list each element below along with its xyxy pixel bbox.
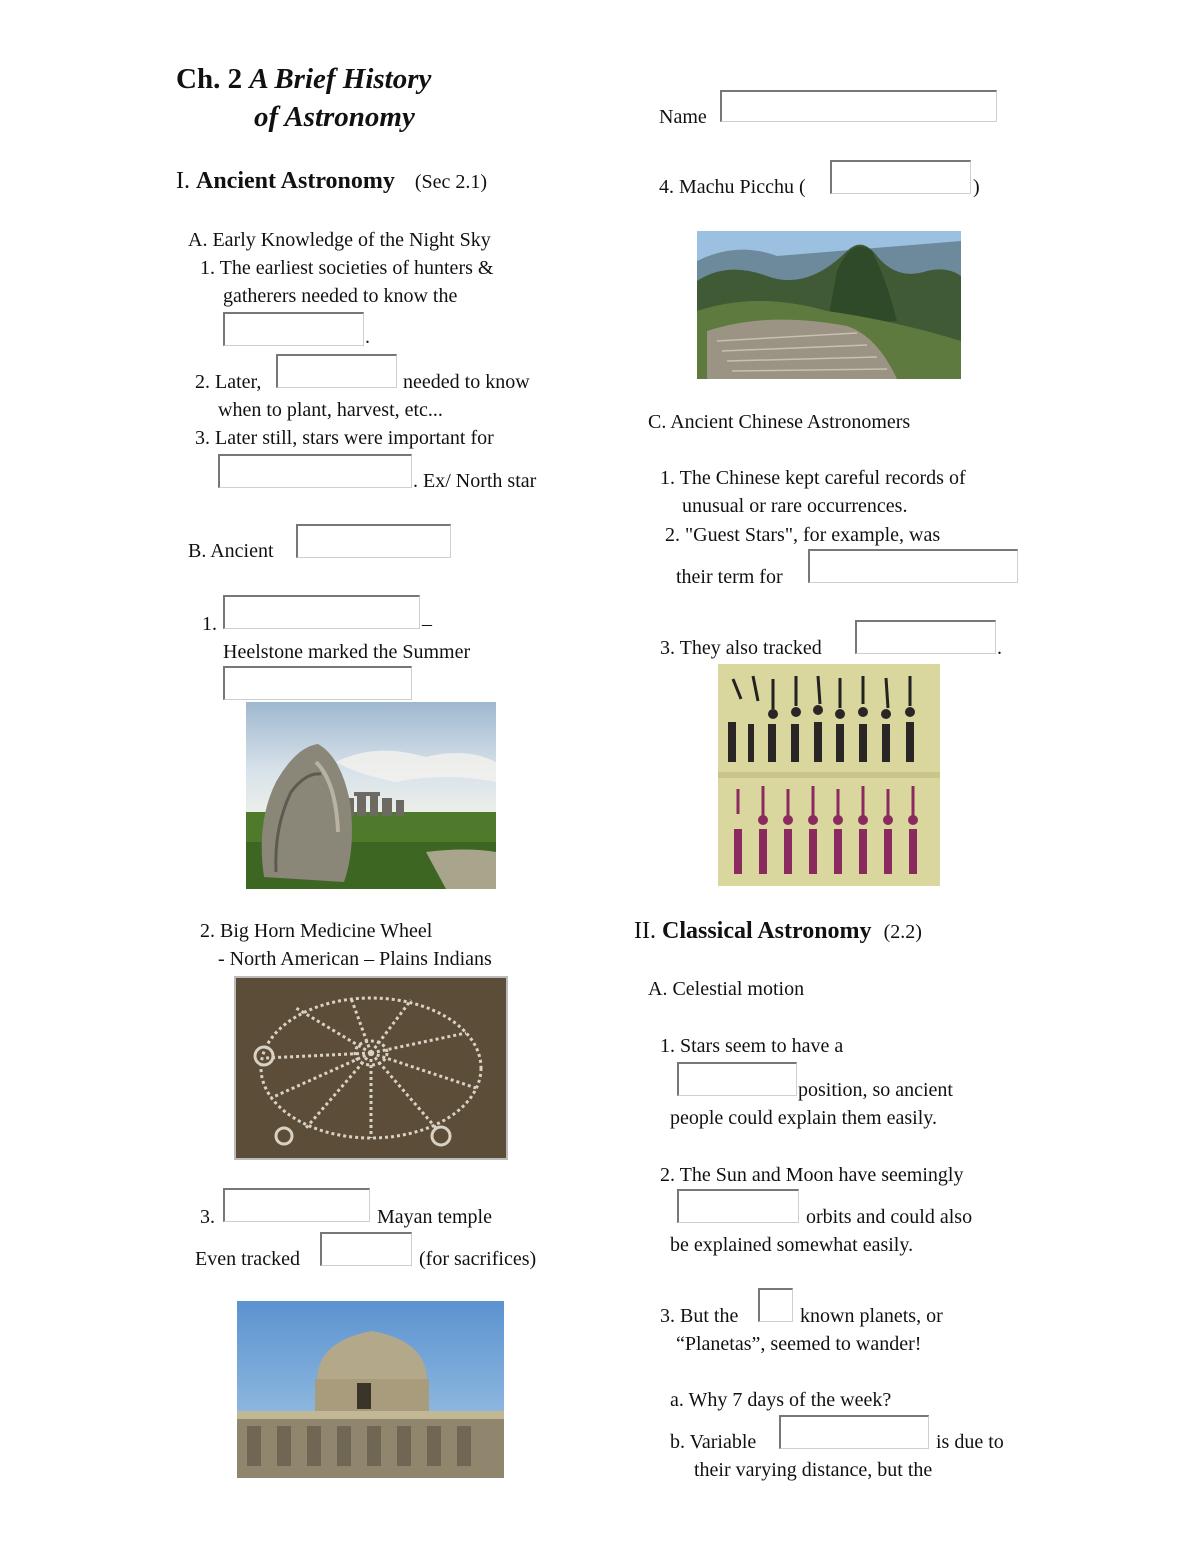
- section2-numeral: II.: [634, 918, 656, 944]
- s2A-item2-line3: be explained somewhat easily.: [670, 1234, 914, 1256]
- s1A-item3-line1: 3. Later still, stars were important for: [195, 427, 494, 449]
- s2A-item3a: a. Why 7 days of the week?: [670, 1389, 892, 1411]
- s2A-item1-post: position, so ancient: [798, 1079, 953, 1101]
- s2A-item3-line2: “Planetas”, seemed to wander!: [676, 1333, 922, 1355]
- s1C-item3-pre: 3. They also tracked: [660, 637, 822, 659]
- s1B-heading: B. Ancient: [188, 540, 274, 562]
- s1A-item1-input[interactable]: [223, 312, 364, 346]
- machu-picchu-input[interactable]: [830, 160, 971, 194]
- machu-picchu-post: ): [973, 176, 980, 198]
- section1-numeral: I.: [176, 168, 190, 194]
- s2A-item1-line3: people could explain them easily.: [670, 1107, 937, 1129]
- section1-ref: (Sec 2.1): [414, 171, 488, 193]
- section1-heading: [176, 167, 487, 196]
- s1C-item2-line1: 2. "Guest Stars", for example, was: [665, 524, 941, 546]
- page-title-line2: of Astronomy: [254, 101, 415, 133]
- s1B-item1-solstice-input[interactable]: [223, 666, 412, 700]
- s1B-item3-tracked-input[interactable]: [320, 1232, 412, 1266]
- s1A-item3-input[interactable]: [218, 454, 412, 488]
- s2A-item1-line1: 1. Stars seem to have a: [660, 1035, 844, 1057]
- section1-A-heading: A. Early Knowledge of the Night Sky: [188, 229, 491, 251]
- name-label: Name: [659, 106, 707, 128]
- el-caracol-photo: [237, 1301, 504, 1478]
- s1B-item1-dash: –: [422, 613, 432, 635]
- section2-heading: [634, 917, 922, 946]
- s1C-item3-period: .: [997, 637, 1002, 659]
- s1C-item2-pre: their term for: [676, 566, 783, 588]
- s1C-heading: C. Ancient Chinese Astronomers: [648, 411, 911, 433]
- s1B-item1-line2: Heelstone marked the Summer: [223, 641, 471, 663]
- s2A-item3b-pre: b. Variable: [670, 1431, 757, 1453]
- s1C-item1-line1: 1. The Chinese kept careful records of: [660, 467, 966, 489]
- s1A-item1-period: .: [365, 326, 370, 348]
- s1A-item1-line2: gatherers needed to know the: [223, 285, 458, 307]
- s2A-item1-input[interactable]: [677, 1062, 797, 1096]
- title-plain: Ch. 2: [176, 63, 250, 95]
- s1A-item3-post: . Ex/ North star: [413, 470, 537, 492]
- section2-ref: (2.2): [883, 921, 922, 943]
- machu-picchu-photo: [697, 231, 961, 379]
- section2-title: Classical Astronomy: [661, 918, 872, 944]
- s1A-item2-line2: when to plant, harvest, etc...: [218, 399, 443, 421]
- s2A-item2-line1: 2. The Sun and Moon have seemingly: [660, 1164, 964, 1186]
- page-title-line1: [176, 62, 431, 96]
- s1A-item1-line1: 1. The earliest societies of hunters &: [200, 257, 494, 279]
- s1B-item3-line2-pre: Even tracked: [195, 1248, 300, 1270]
- s1B-item3-num: 3.: [200, 1206, 215, 1228]
- medicine-wheel-photo: [234, 976, 508, 1160]
- s1B-item1-num: 1.: [202, 613, 217, 635]
- s1B-item2-line1: 2. Big Horn Medicine Wheel: [200, 920, 433, 942]
- section1-title: Ancient Astronomy: [196, 168, 395, 194]
- s1B-item1-input[interactable]: [223, 595, 420, 629]
- s1B-heading-input[interactable]: [296, 524, 451, 558]
- s1C-item2-input[interactable]: [808, 549, 1018, 583]
- s2A-item3b-post: is due to: [936, 1431, 1004, 1453]
- s2A-heading: A. Celestial motion: [648, 978, 805, 1000]
- s2A-item3b-input[interactable]: [779, 1415, 929, 1449]
- s2A-item3b-line2: their varying distance, but the: [694, 1459, 933, 1481]
- s2A-item3-input[interactable]: [758, 1288, 793, 1322]
- name-input[interactable]: [720, 90, 997, 122]
- s2A-item3-post: known planets, or: [800, 1305, 943, 1327]
- chinese-records-photo: [718, 664, 940, 886]
- s1A-item2-pre: 2. Later,: [195, 371, 262, 393]
- s1C-item3-input[interactable]: [855, 620, 996, 654]
- s1B-item3-post: Mayan temple: [377, 1206, 492, 1228]
- machu-picchu-pre: 4. Machu Picchu (: [659, 176, 806, 198]
- s1B-item2-line2: - North American – Plains Indians: [218, 948, 492, 970]
- s1A-item2-input[interactable]: [276, 354, 397, 388]
- s2A-item3-pre: 3. But the: [660, 1305, 739, 1327]
- s2A-item2-input[interactable]: [677, 1189, 799, 1223]
- s1B-item3-line2-post: (for sacrifices): [419, 1248, 537, 1270]
- title-italic: A Brief History: [249, 63, 432, 95]
- s1C-item1-line2: unusual or rare occurrences.: [682, 495, 908, 517]
- s1B-item3-input[interactable]: [223, 1188, 370, 1222]
- s2A-item2-post: orbits and could also: [806, 1206, 973, 1228]
- stonehenge-photo: [246, 702, 496, 889]
- s1A-item2-post: needed to know: [403, 371, 530, 393]
